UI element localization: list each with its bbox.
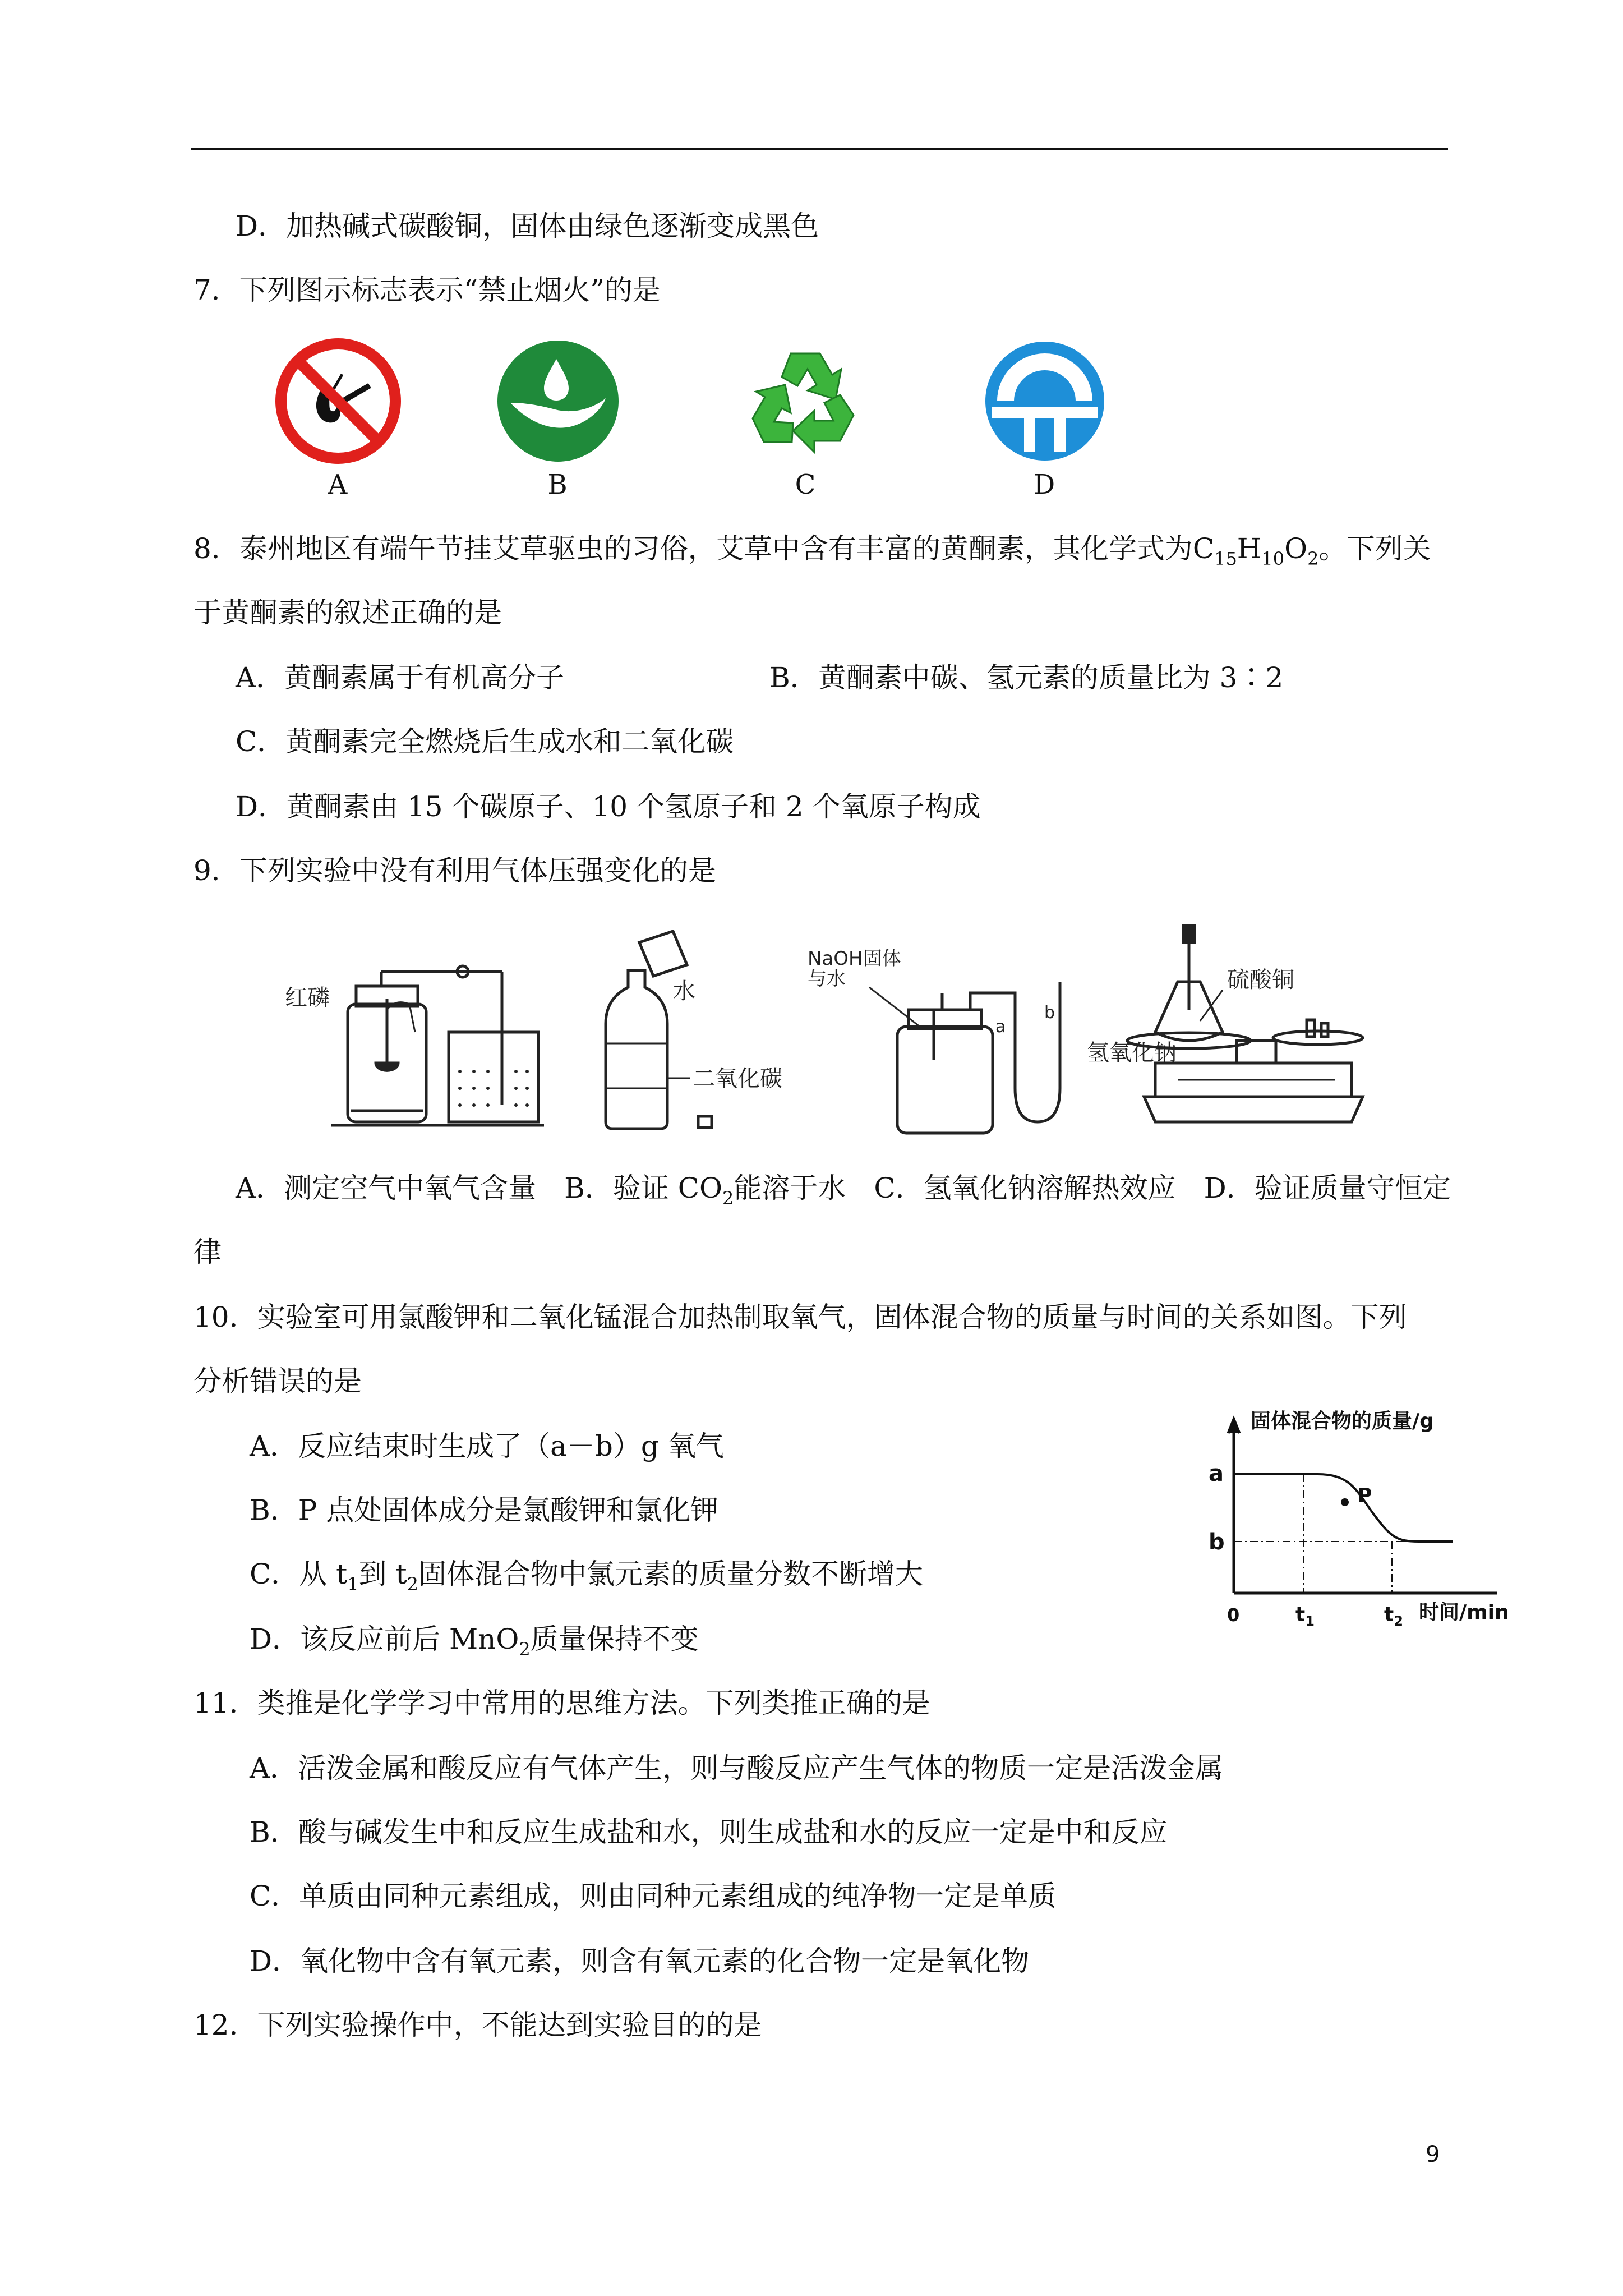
q6-option-d: D．加热碱式碳酸铜，固体由绿色逐渐变成黑色	[236, 210, 819, 242]
label-red-phosphorus: 红磷	[285, 985, 330, 1011]
q8-option-b: B．黄酮素中碳、氢元素的质量比为 3∶2	[769, 661, 1284, 694]
label-sodium-hydroxide: 氢氧化钠	[1087, 1040, 1177, 1066]
chart-xlabel: 时间/min	[1419, 1601, 1509, 1624]
q10-stem-line2: 分析错误的是	[193, 1365, 362, 1397]
chart-point-label: P	[1357, 1484, 1372, 1507]
q9-options-line1: A．测定空气中氧气含量 B．验证 $CO_2$能溶于水 C．氢氧化钠溶解热效应 D．验证质量守恒定	[236, 1172, 1451, 1209]
label-co2: 二氧化碳	[693, 1066, 782, 1092]
q8-stem-line2: 于黄酮素的叙述正确的是	[193, 596, 502, 629]
chart-tick-a: a	[1209, 1461, 1224, 1487]
q11-option-d: D．氧化物中含有氧元素，则含有氧元素的化合物一定是氧化物	[250, 1945, 1030, 1977]
label-water: 水	[673, 978, 695, 1004]
q10-option-c: C．从 $t_1$到 $t_2$固体混合物中氯元素的质量分数不断增大	[250, 1558, 923, 1595]
label-naoh-line2: 与水	[808, 968, 846, 990]
no-fire-sign-icon	[274, 337, 403, 466]
label-tube-b: b	[1044, 1003, 1055, 1023]
label-naoh-line1: NaOH固体	[808, 947, 901, 970]
q11-option-c: C．单质由同种元素组成，则由同种元素组成的纯净物一定是单质	[250, 1880, 1057, 1912]
q7-label-a: A	[328, 469, 348, 500]
q8-stem-line1: 8．泰州地区有端午节挂艾草驱虫的习俗，艾草中含有丰富的黄酮素，其化学式为$C_{15}H_{10}O_2$。下列关	[193, 532, 1431, 569]
chart-tick-b: b	[1209, 1529, 1225, 1555]
page-number: 9	[1426, 2142, 1440, 2168]
chart-ylabel: 固体混合物的质量/g	[1251, 1410, 1434, 1433]
q11-option-b: B．酸与碱发生中和反应生成盐和水，则生成盐和水的反应一定是中和反应	[250, 1816, 1168, 1848]
q7-label-d: D	[1033, 469, 1055, 500]
q10-option-d: D．该反应前后 MnO$_2$质量保持不变	[250, 1623, 699, 1660]
q8-option-a: A．黄酮素属于有机高分子	[236, 661, 565, 694]
q9-apparatus-figure	[280, 920, 1374, 1144]
q8-option-c: C．黄酮素完全燃烧后生成水和二氧化碳	[236, 725, 734, 758]
q10-mass-time-chart	[1195, 1402, 1531, 1638]
q7-stem: 7．下列图示标志表示“禁止烟火”的是	[193, 274, 661, 306]
q9-options-line2: 律	[193, 1236, 222, 1268]
chart-origin: 0	[1227, 1604, 1240, 1626]
q9-stem: 9．下列实验中没有利用气体压强变化的是	[193, 854, 716, 887]
q10-option-a: A．反应结束时生成了（a－b）g 氧气	[250, 1430, 724, 1462]
chart-tick-t1: $t_1$	[1295, 1603, 1315, 1629]
water-saving-sign-icon	[494, 337, 623, 466]
chemical-formula: $C_{15}H_{10}O_2$	[1192, 532, 1319, 569]
chart-tick-t2: $t_2$	[1384, 1603, 1403, 1629]
q7-label-c: C	[795, 469, 816, 500]
label-copper-sulfate: 硫酸铜	[1227, 967, 1294, 993]
q12-stem: 12．下列实验操作中，不能达到实验目的的是	[193, 2009, 762, 2041]
label-tube-a: a	[995, 1017, 1006, 1037]
q11-option-a: A．活泼金属和酸反应有气体产生，则与酸反应产生气体的物质一定是活泼金属	[250, 1752, 1224, 1784]
q10-option-b: B．P 点处固体成分是氯酸钾和氯化钾	[250, 1494, 719, 1526]
recycle-sign-icon	[741, 337, 870, 466]
water-sign-icon	[980, 337, 1109, 466]
q11-stem: 11．类推是化学学习中常用的思维方法。下列类推正确的是	[193, 1687, 930, 1719]
q7-label-b: B	[547, 469, 568, 500]
header-rule	[191, 148, 1448, 150]
q10-stem-line1: 10．实验室可用氯酸钾和二氧化锰混合加热制取氧气，固体混合物的质量与时间的关系如图。下列	[193, 1301, 1407, 1333]
point-p-marker	[1341, 1498, 1349, 1506]
q8-option-d: D．黄酮素由 15 个碳原子、10 个氢原子和 2 个氧原子构成	[236, 790, 981, 823]
